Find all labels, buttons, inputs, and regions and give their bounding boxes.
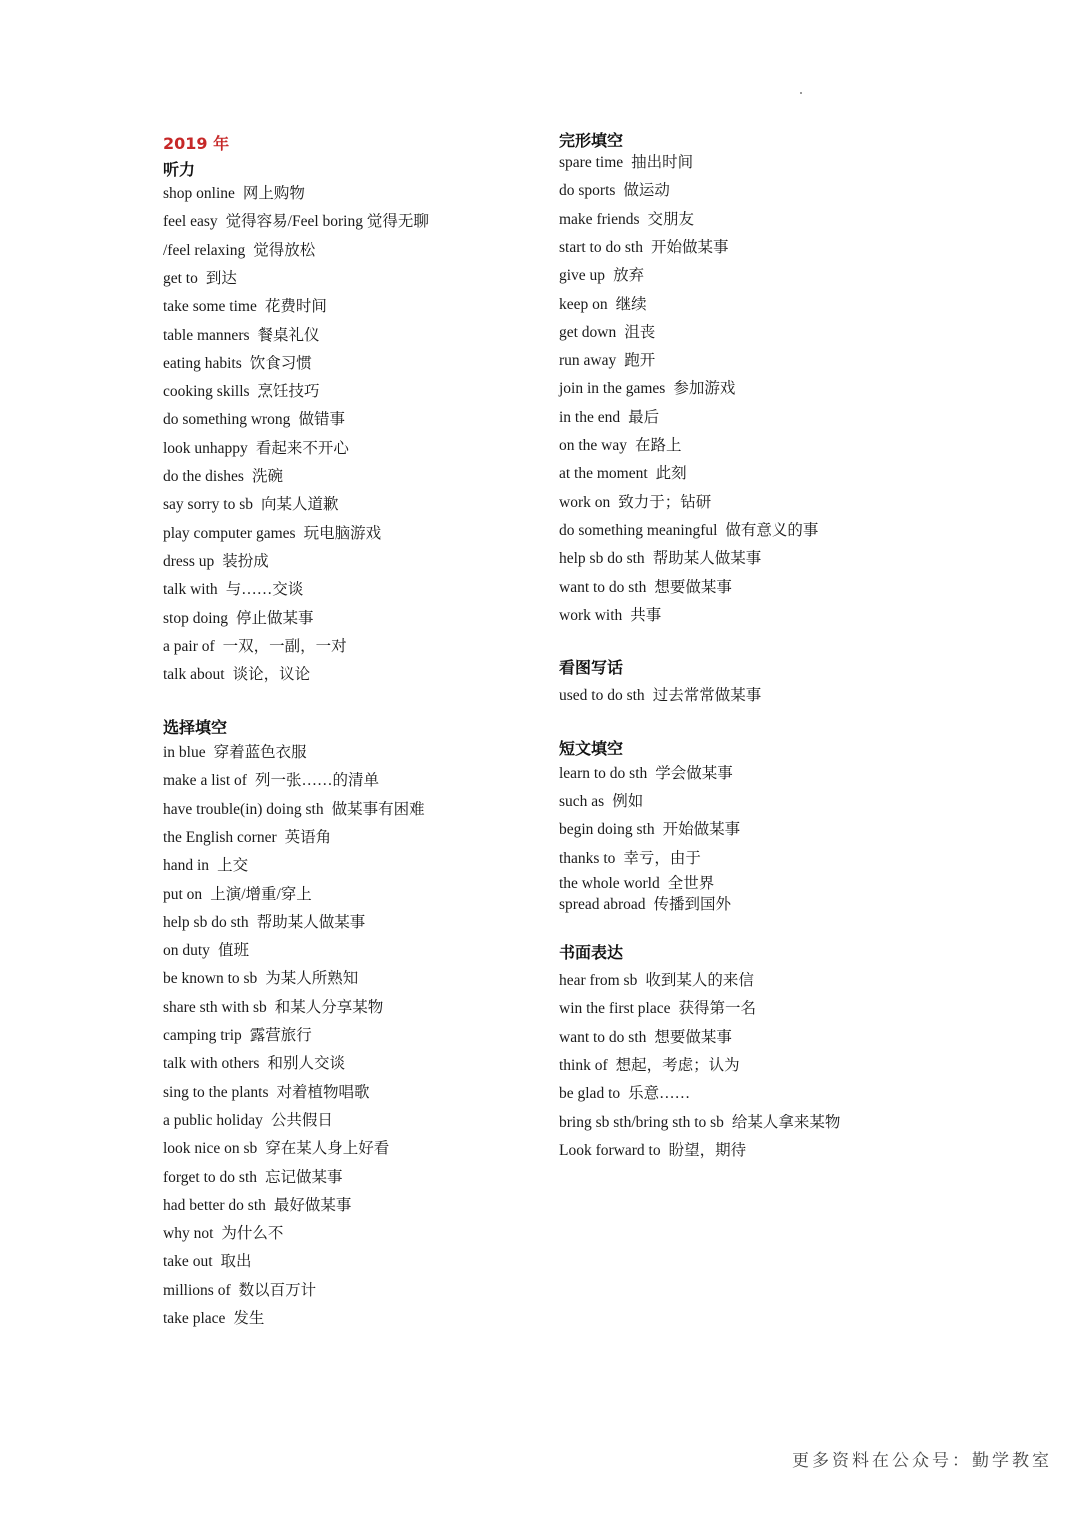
english-phrase: have trouble(in) doing sth (163, 800, 324, 818)
chinese-meaning: 想要做某事 (654, 578, 732, 596)
chinese-meaning: 学会做某事 (655, 765, 733, 782)
chinese-meaning: 在路上 (635, 437, 682, 454)
chinese-meaning: 烹饪技巧 (257, 383, 320, 401)
english-phrase: want to do sth (559, 578, 647, 596)
phrase-entry (559, 379, 735, 399)
english-phrase: work with (559, 606, 623, 624)
chinese-meaning: 停止做某事 (236, 609, 314, 627)
english-phrase: used to do sth (559, 687, 645, 704)
english-phrase: at the moment (559, 465, 648, 483)
chinese-meaning: 到达 (205, 269, 237, 287)
chinese-meaning: 交朋友 (647, 210, 694, 228)
english-phrase: on duty (163, 942, 210, 960)
english-phrase: take out (163, 1253, 213, 1271)
english-phrase: do something wrong (163, 411, 291, 429)
chinese-meaning: 做某事有困难 (331, 800, 425, 818)
chinese-meaning: 例如 (612, 793, 644, 810)
phrase-entry (559, 238, 728, 258)
chinese-meaning: 餐桌礼仪 (257, 326, 320, 344)
chinese-meaning: 玩电脑游戏 (303, 524, 382, 542)
phrase-entry (559, 436, 682, 456)
english-phrase: be glad to (559, 1085, 621, 1103)
phrase-entry (559, 181, 670, 201)
phrase-entry (163, 467, 283, 487)
english-phrase: keep on (559, 295, 608, 313)
phrase-entry (559, 971, 754, 991)
chinese-meaning: 做运动 (623, 182, 670, 200)
english-phrase: why not (163, 1225, 214, 1243)
phrase-entry (559, 820, 740, 840)
chinese-meaning: 和别人交谈 (267, 1055, 345, 1073)
chinese-meaning: 此刻 (655, 465, 687, 483)
phrase-entry (163, 828, 331, 848)
phrase-entry (559, 578, 732, 598)
english-phrase: stop doing (163, 609, 229, 627)
english-phrase: do something meaningful (559, 521, 718, 539)
english-phrase: /feel relaxing (163, 241, 246, 259)
english-phrase: win the first place (559, 1000, 671, 1018)
english-phrase: work on (559, 493, 611, 511)
chinese-meaning: 对着植物唱歌 (276, 1083, 370, 1101)
english-phrase: spread abroad (559, 896, 646, 913)
english-phrase: look unhappy (163, 439, 248, 457)
chinese-meaning: 共事 (630, 606, 662, 624)
english-phrase: camping trip (163, 1027, 242, 1044)
english-phrase: the English corner (163, 828, 277, 846)
chinese-meaning: 露营旅行 (249, 1027, 312, 1044)
chinese-meaning: 抽出时间 (631, 154, 694, 171)
phrase-entry (163, 913, 365, 933)
chinese-meaning: 上交 (217, 857, 249, 875)
chinese-meaning: 获得第一名 (678, 1000, 756, 1018)
chinese-meaning: 英语角 (284, 828, 332, 846)
chinese-meaning: 乐意…… (628, 1085, 691, 1103)
english-phrase: dress up (163, 552, 215, 570)
english-phrase: talk with (163, 581, 218, 599)
phrase-entry (163, 297, 327, 317)
phrase-entry (163, 1281, 316, 1301)
phrase-entry (163, 665, 310, 685)
chinese-meaning: 公共假日 (270, 1111, 333, 1129)
english-phrase: eating habits (163, 354, 242, 372)
phrase-entry (559, 1141, 746, 1161)
phrase-entry (559, 895, 731, 915)
english-phrase: share sth with sb (163, 998, 267, 1016)
chinese-meaning: 装扮成 (222, 552, 269, 570)
phrase-entry (559, 764, 733, 784)
phrase-entry (559, 849, 701, 869)
phrase-entry (559, 408, 659, 428)
english-phrase: hear from sb (559, 972, 638, 989)
chinese-meaning: 传播到国外 (653, 896, 732, 913)
chinese-meaning: 跑开 (624, 352, 656, 370)
chinese-meaning: 看起来不开心 (255, 439, 349, 457)
chinese-meaning: 与……交谈 (225, 581, 304, 599)
english-phrase: talk about (163, 666, 225, 684)
english-phrase: take place (163, 1310, 226, 1327)
phrase-entry (559, 1028, 732, 1048)
phrase-entry (163, 1111, 333, 1131)
phrase-entry (163, 326, 320, 346)
chinese-meaning: 给某人拿来某物 (731, 1113, 841, 1131)
phrase-entry (163, 354, 312, 374)
chinese-meaning: 幸亏，由于 (623, 850, 701, 867)
chinese-meaning: 洗碗 (251, 468, 283, 485)
chinese-meaning: 想起，考虑；认为 (615, 1056, 740, 1074)
english-phrase: table manners (163, 326, 250, 344)
chinese-meaning: 沮丧 (624, 323, 656, 341)
phrase-entry (559, 351, 655, 371)
phrase-entry (163, 1196, 351, 1216)
english-phrase: forget to do sth (163, 1168, 257, 1186)
english-phrase: such as (559, 793, 605, 810)
chinese-meaning: 收到某人的来信 (645, 972, 754, 989)
english-phrase: talk with others (163, 1055, 260, 1073)
phrase-entry (163, 800, 425, 820)
phrase-entry (163, 439, 349, 459)
phrase-entry (163, 771, 379, 791)
scan-speck (800, 92, 802, 94)
phrase-entry (163, 1026, 312, 1046)
chinese-meaning: 帮助某人做某事 (256, 913, 366, 931)
chinese-meaning: 继续 (615, 295, 647, 313)
chinese-meaning: 盼望，期待 (668, 1141, 747, 1159)
chinese-meaning: 谈论，议论 (232, 666, 311, 684)
phrase-entry (163, 212, 429, 232)
section-heading: 听力 (163, 160, 196, 179)
chinese-meaning: 饮食习惯 (249, 354, 312, 372)
phrase-entry (559, 153, 693, 173)
chinese-meaning: 花费时间 (264, 298, 327, 316)
english-phrase: millions of (163, 1281, 231, 1299)
phrase-entry (163, 1054, 345, 1074)
chinese-meaning: 开始做某事 (662, 821, 741, 838)
english-phrase: cooking skills (163, 383, 250, 401)
section-heading: 选择填空 (163, 718, 228, 737)
phrase-entry (163, 609, 314, 629)
phrase-entry (559, 549, 761, 569)
english-phrase: start to do sth (559, 238, 643, 256)
chinese-meaning: 觉得容易/Feel boring 觉得无聊 (225, 213, 429, 231)
chinese-meaning: 全世界 (667, 875, 715, 892)
phrase-entry (163, 637, 347, 657)
phrase-entry (559, 521, 818, 541)
chinese-meaning: 做有意义的事 (725, 521, 819, 539)
section-heading: 书面表达 (559, 943, 624, 962)
english-phrase: play computer games (163, 524, 296, 542)
chinese-meaning: 列一张……的清单 (254, 772, 379, 790)
english-phrase: put on (163, 885, 203, 903)
english-phrase: feel easy (163, 213, 218, 231)
phrase-entry (559, 464, 687, 484)
chinese-meaning: 一双，一副，一对 (222, 637, 347, 655)
chinese-meaning: 为某人所熟知 (265, 970, 359, 988)
chinese-meaning: 参加游戏 (673, 380, 736, 398)
phrase-entry (559, 999, 756, 1019)
english-phrase: do the dishes (163, 468, 244, 485)
english-phrase: thanks to (559, 850, 616, 867)
chinese-meaning: 发生 (233, 1310, 265, 1327)
phrase-entry (163, 382, 320, 402)
english-phrase: Look forward to (559, 1141, 661, 1159)
phrase-entry (163, 1168, 343, 1188)
english-phrase: run away (559, 352, 617, 370)
phrase-entry (163, 743, 307, 763)
english-phrase: shop online (163, 185, 235, 202)
chinese-meaning: 最后 (628, 408, 660, 426)
phrase-entry (559, 266, 644, 286)
phrase-entry (559, 295, 647, 315)
english-phrase: sing to the plants (163, 1083, 269, 1101)
chinese-meaning: 为什么不 (221, 1225, 284, 1243)
phrase-entry (559, 1113, 840, 1133)
section-heading: 看图写话 (559, 658, 624, 677)
chinese-meaning: 网上购物 (242, 185, 305, 202)
english-phrase: do sports (559, 182, 616, 200)
chinese-meaning: 穿在某人身上好看 (265, 1140, 390, 1158)
english-phrase: bring sb sth/bring sth to sb (559, 1113, 724, 1131)
english-phrase: spare time (559, 154, 624, 171)
phrase-entry (163, 524, 381, 544)
english-phrase: in the end (559, 408, 621, 426)
english-phrase: join in the games (559, 380, 666, 398)
english-phrase: help sb do sth (559, 550, 645, 568)
chinese-meaning: 致力于；钻研 (618, 493, 712, 511)
chinese-meaning: 觉得放松 (253, 241, 316, 259)
phrase-entry (163, 184, 305, 204)
english-phrase: want to do sth (559, 1028, 647, 1046)
year-heading: 2019 年 (163, 134, 230, 153)
english-phrase: begin doing sth (559, 821, 655, 838)
english-phrase: say sorry to sb (163, 496, 253, 514)
chinese-meaning: 穿着蓝色衣服 (213, 744, 307, 761)
english-phrase: a pair of (163, 637, 215, 655)
chinese-meaning: 向某人道歉 (260, 496, 339, 514)
phrase-entry (559, 323, 655, 343)
phrase-entry (163, 241, 315, 261)
phrase-entry (163, 269, 237, 289)
english-phrase: make friends (559, 210, 640, 228)
phrase-entry (559, 606, 661, 626)
chinese-meaning: 做错事 (298, 411, 345, 429)
phrase-entry (163, 1139, 389, 1159)
english-phrase: learn to do sth (559, 765, 648, 782)
chinese-meaning: 数以百万计 (238, 1281, 317, 1299)
english-phrase: be known to sb (163, 970, 258, 988)
section-heading: 短文填空 (559, 739, 624, 758)
english-phrase: help sb do sth (163, 913, 249, 931)
phrase-entry (163, 1309, 264, 1329)
chinese-meaning: 和某人分享某物 (274, 998, 384, 1016)
chinese-meaning: 想要做某事 (654, 1028, 732, 1046)
phrase-entry (163, 885, 312, 905)
section-heading: 完形填空 (559, 131, 624, 150)
phrase-entry (559, 1084, 690, 1104)
english-phrase: on the way (559, 437, 628, 454)
phrase-entry (163, 580, 303, 600)
english-phrase: look nice on sb (163, 1140, 258, 1158)
phrase-entry (559, 874, 714, 894)
english-phrase: the whole world (559, 875, 660, 892)
chinese-meaning: 忘记做某事 (265, 1168, 343, 1186)
phrase-entry (559, 210, 694, 230)
chinese-meaning: 过去常常做某事 (652, 687, 762, 704)
chinese-meaning: 帮助某人做某事 (652, 550, 762, 568)
chinese-meaning: 最好做某事 (273, 1196, 352, 1214)
chinese-meaning: 上演/增重/穿上 (210, 885, 312, 903)
english-phrase: get to (163, 269, 198, 287)
chinese-meaning: 值班 (217, 942, 249, 960)
chinese-meaning: 开始做某事 (650, 238, 729, 256)
english-phrase: think of (559, 1056, 608, 1074)
phrase-entry (559, 792, 643, 812)
phrase-entry (559, 1056, 740, 1076)
phrase-entry (163, 495, 339, 515)
phrase-entry (163, 941, 249, 961)
english-phrase: in blue (163, 744, 206, 761)
english-phrase: a public holiday (163, 1111, 263, 1129)
chinese-meaning: 取出 (220, 1253, 252, 1271)
phrase-entry (163, 410, 345, 430)
phrase-entry (163, 998, 383, 1018)
english-phrase: hand in (163, 857, 210, 875)
phrase-entry (163, 1224, 283, 1244)
english-phrase: had better do sth (163, 1196, 266, 1214)
phrase-entry (163, 1083, 370, 1103)
english-phrase: get down (559, 323, 617, 341)
chinese-meaning: 放弃 (613, 267, 645, 285)
phrase-entry (163, 552, 269, 572)
phrase-entry (559, 686, 761, 706)
english-phrase: take some time (163, 298, 257, 316)
footer-promo-text: 更多资料在公众号：勤学教室 (792, 1451, 1052, 1471)
phrase-entry (559, 493, 711, 513)
phrase-entry (163, 969, 358, 989)
phrase-entry (163, 856, 248, 876)
phrase-entry (163, 1252, 252, 1272)
english-phrase: give up (559, 267, 606, 285)
english-phrase: make a list of (163, 772, 247, 790)
